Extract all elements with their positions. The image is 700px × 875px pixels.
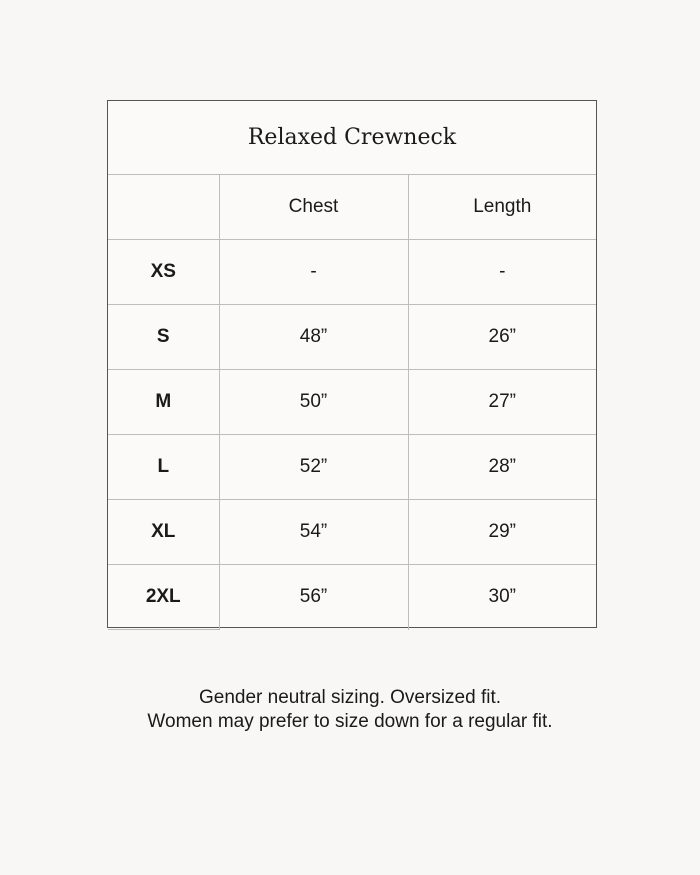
size-label: XS (108, 240, 219, 305)
chest-value: 56” (219, 565, 408, 630)
size-label: S (108, 305, 219, 370)
length-value: 27” (408, 370, 596, 435)
size-label: XL (108, 500, 219, 565)
header-chest: Chest (219, 175, 408, 240)
header-length: Length (408, 175, 596, 240)
length-value: 26” (408, 305, 596, 370)
header-size (108, 175, 219, 240)
table-row (108, 435, 596, 500)
table-row (108, 305, 596, 370)
chart-title: Relaxed Crewneck (108, 101, 596, 175)
size-label: M (108, 370, 219, 435)
fit-note-line: Women may prefer to size down for a regular fit. (147, 711, 553, 732)
chest-value: 52” (219, 435, 408, 500)
length-value: 30” (488, 586, 516, 608)
chest-value: 50” (219, 370, 408, 435)
chest-value: 54” (219, 500, 408, 565)
size-label: L (108, 435, 219, 500)
size-table (108, 175, 596, 630)
table-row (108, 240, 596, 305)
table-row (108, 370, 596, 435)
chest-value: - (219, 240, 408, 305)
table-header-row (108, 175, 596, 240)
table-row (108, 565, 596, 630)
table-row (108, 500, 596, 565)
fit-note-line: Gender neutral sizing. Oversized fit. (198, 687, 502, 708)
size-label: 2XL (108, 565, 219, 630)
length-value: - (408, 240, 596, 305)
chest-value: 48” (219, 305, 408, 370)
size-chart (107, 100, 597, 628)
length-value: 29” (408, 500, 596, 565)
length-value: 28” (408, 435, 596, 500)
fit-note (0, 686, 700, 734)
